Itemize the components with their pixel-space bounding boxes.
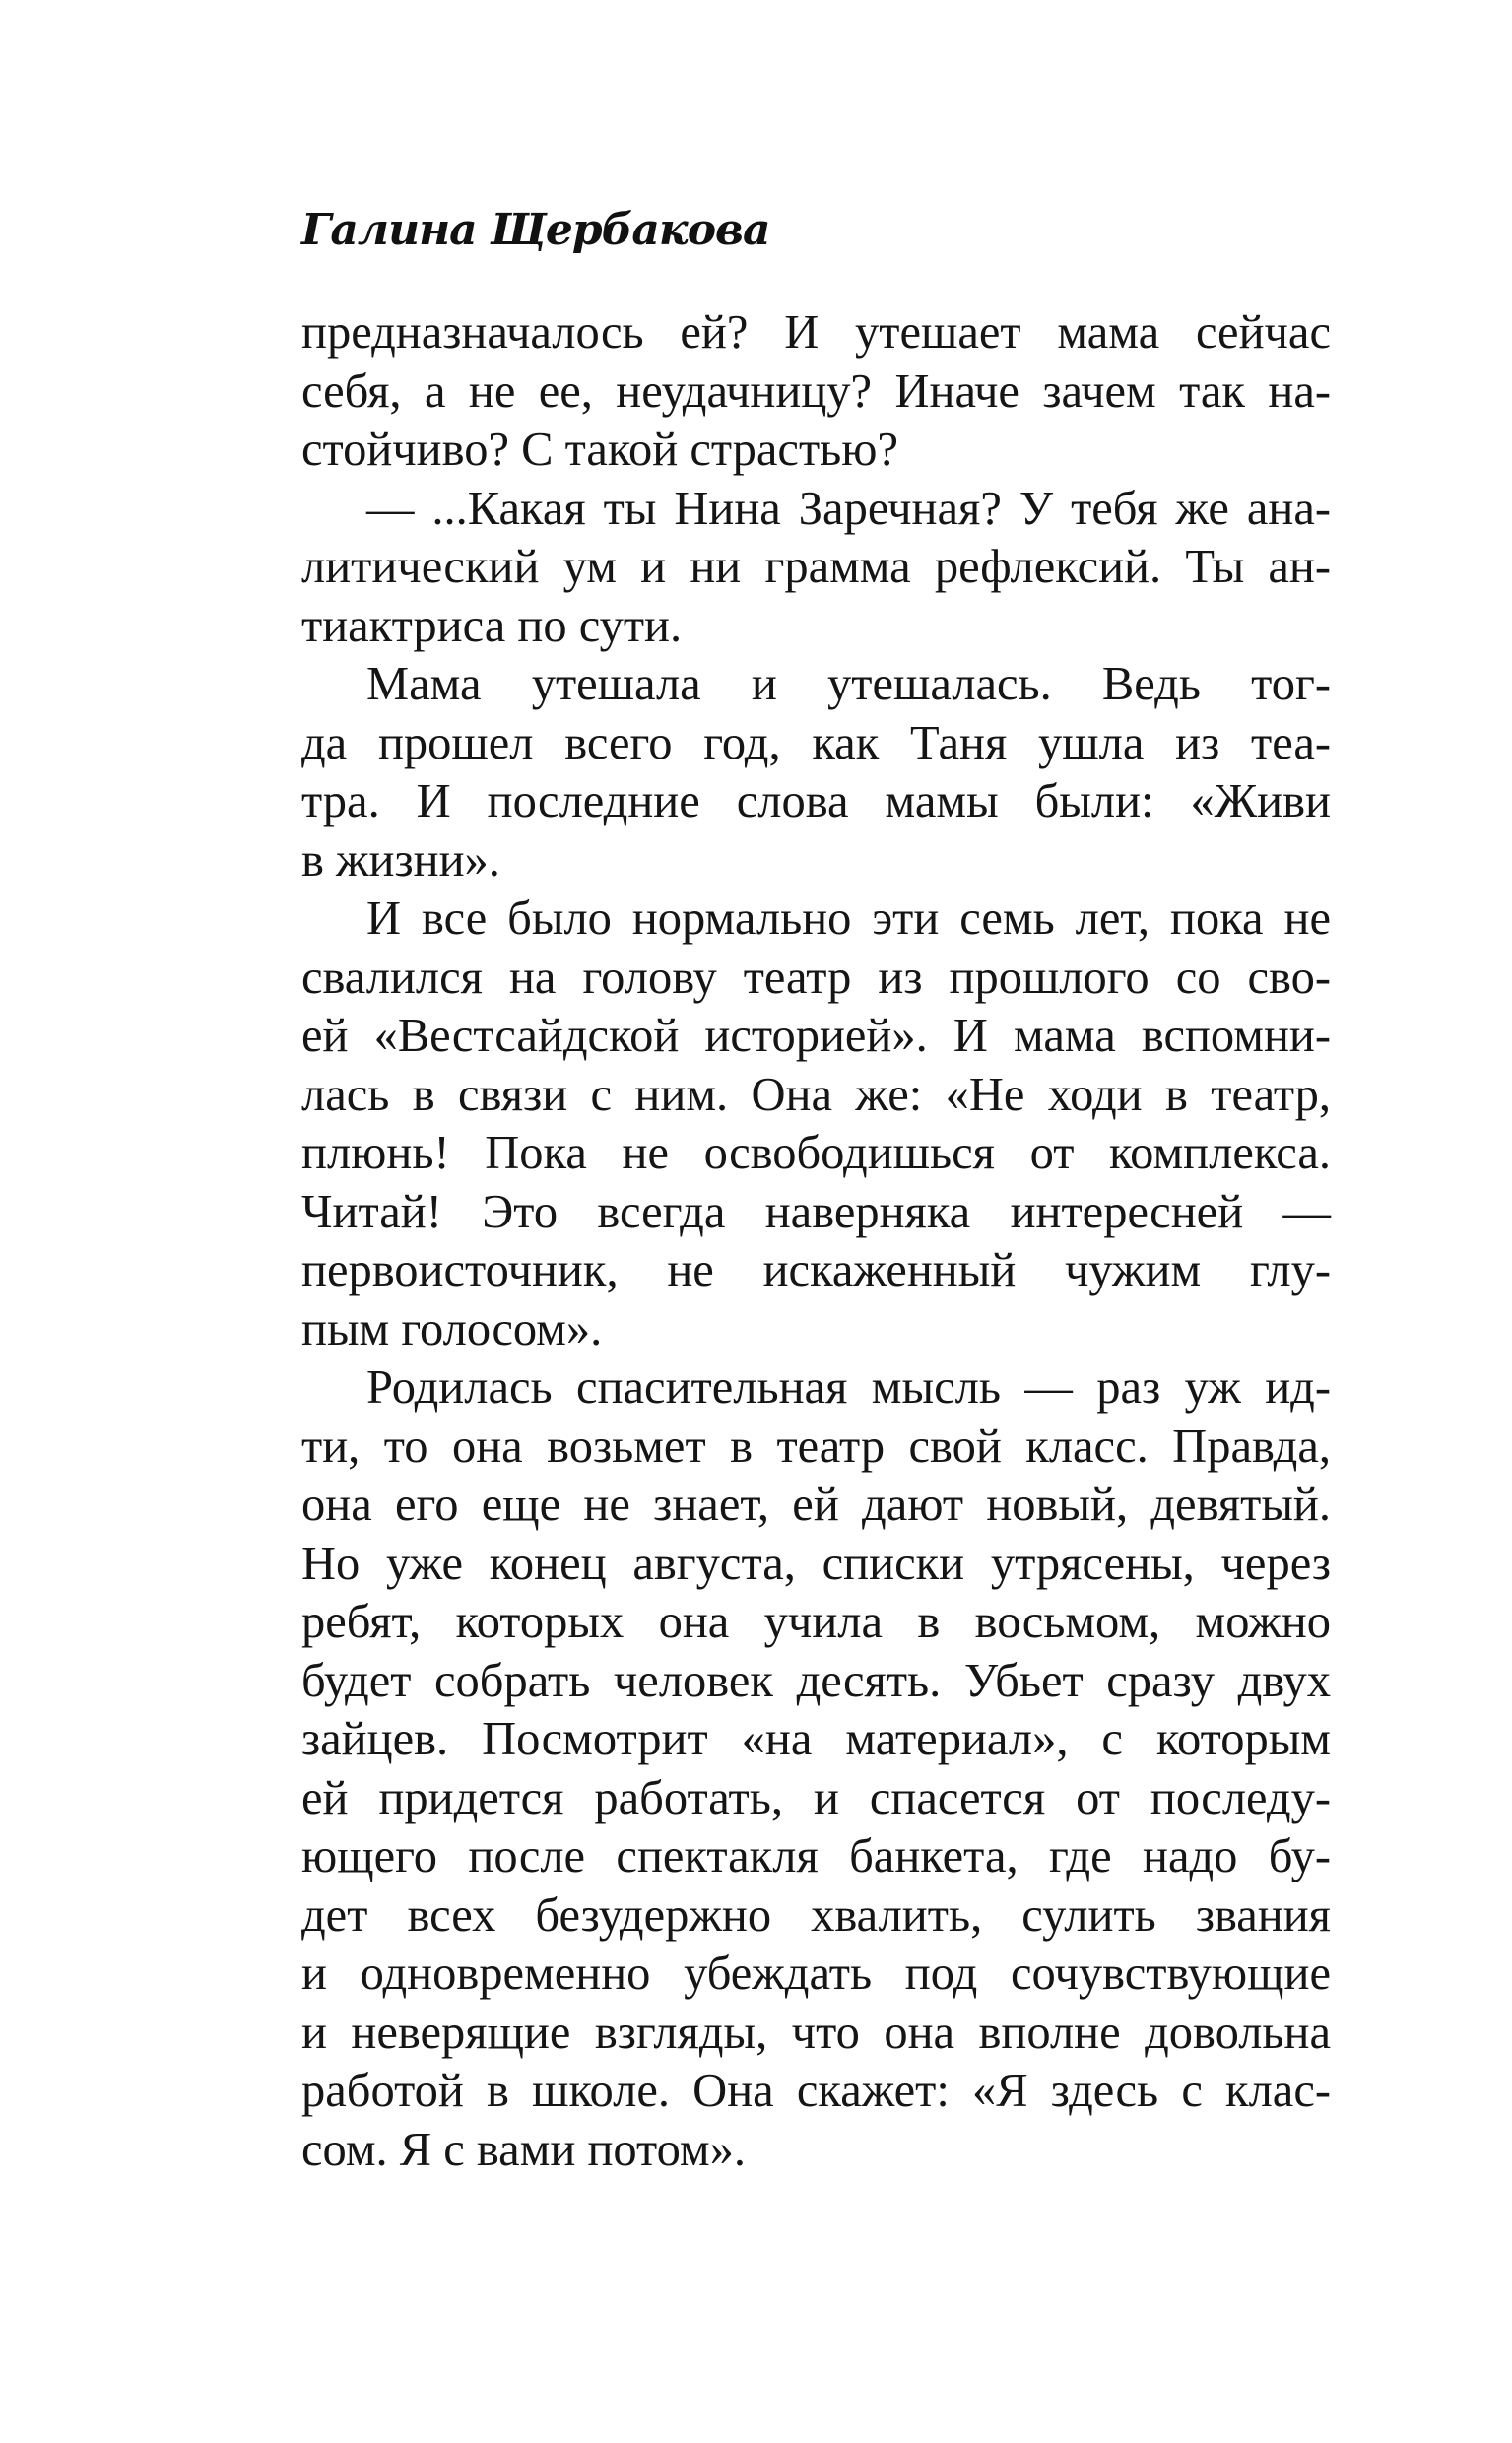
text-line: тра. И последние слова мамы были: «Живи: [301, 775, 1331, 827]
text-line: дет всех безудержно хвалить, сулить звания: [301, 1888, 1331, 1942]
text-line: будет собрать человек десять. Убьет сразу двух: [301, 1654, 1331, 1707]
text-line: себя, а не ее, неудачницу? Иначе зачем так на-: [301, 364, 1331, 418]
text-line: — ...Какая ты Нина Заречная? У тебя же ана-: [366, 482, 1331, 535]
body-text: [301, 303, 1331, 2179]
text-line: пым голосом».: [301, 1302, 603, 1355]
text-line: ребят, которых она учила в восьмом, можно: [301, 1596, 1331, 1648]
text-line: стойчиво? С такой страстью?: [301, 424, 899, 476]
text-line: зайцев. Посмотрит «на материал», с которым: [301, 1713, 1331, 1765]
text-line: Родилась спасительная мысль — раз уж ид-: [366, 1361, 1331, 1414]
text-line: ющего после спектакля банкета, где надо бу-: [301, 1830, 1331, 1882]
text-line: ей придется работать, и спасется от последу-: [301, 1771, 1331, 1824]
text-line: Мама утешала и утешалась. Ведь тог-: [366, 658, 1331, 710]
text-line: плюнь! Пока не освободишься от комплекса.: [301, 1127, 1331, 1179]
text-line: сом. Я с вами потом».: [301, 2123, 746, 2176]
text-line: она его еще не знает, ей дают новый, девятый.: [301, 1479, 1331, 1531]
text-line: ей «Вестсайдской историей». И мама вспомни-: [301, 1010, 1331, 1062]
text-line: и неверящие взгляды, что она вполне довольна: [301, 2006, 1331, 2059]
text-line: тиактриса по сути.: [301, 599, 683, 652]
text-line: литический ум и ни грамма рефлексий. Ты ан-: [301, 541, 1331, 593]
text-line: предназначалось ей? И утешает мама сейчас: [301, 306, 1331, 359]
text-line: да прошел всего год, как Таня ушла из теа-: [301, 716, 1331, 769]
running-head-author: Галина Щербакова: [301, 205, 770, 255]
text-line: Но уже конец августа, списки утрясены, через: [301, 1537, 1331, 1590]
text-line: в жизни».: [301, 833, 500, 887]
text-line: свалился на голову театр из прошлого со сво-: [301, 951, 1331, 1004]
text-line: ти, то она возьмет в театр свой класс. Правда,: [301, 1420, 1331, 1473]
text-line: лась в связи с ним. Она же: «Не ходи в театр,: [301, 1068, 1331, 1121]
text-line: первоисточник, не искаженный чужим глу-: [301, 1244, 1331, 1296]
text-line: работой в школе. Она скажет: «Я здесь с клас-: [301, 2065, 1331, 2117]
text-line: Читай! Это всегда наверняка интересней —: [301, 1185, 1331, 1238]
text-line: И все было нормально эти семь лет, пока не: [366, 892, 1331, 945]
text-line: и одновременно убеждать под сочувствующие: [301, 1948, 1331, 2000]
